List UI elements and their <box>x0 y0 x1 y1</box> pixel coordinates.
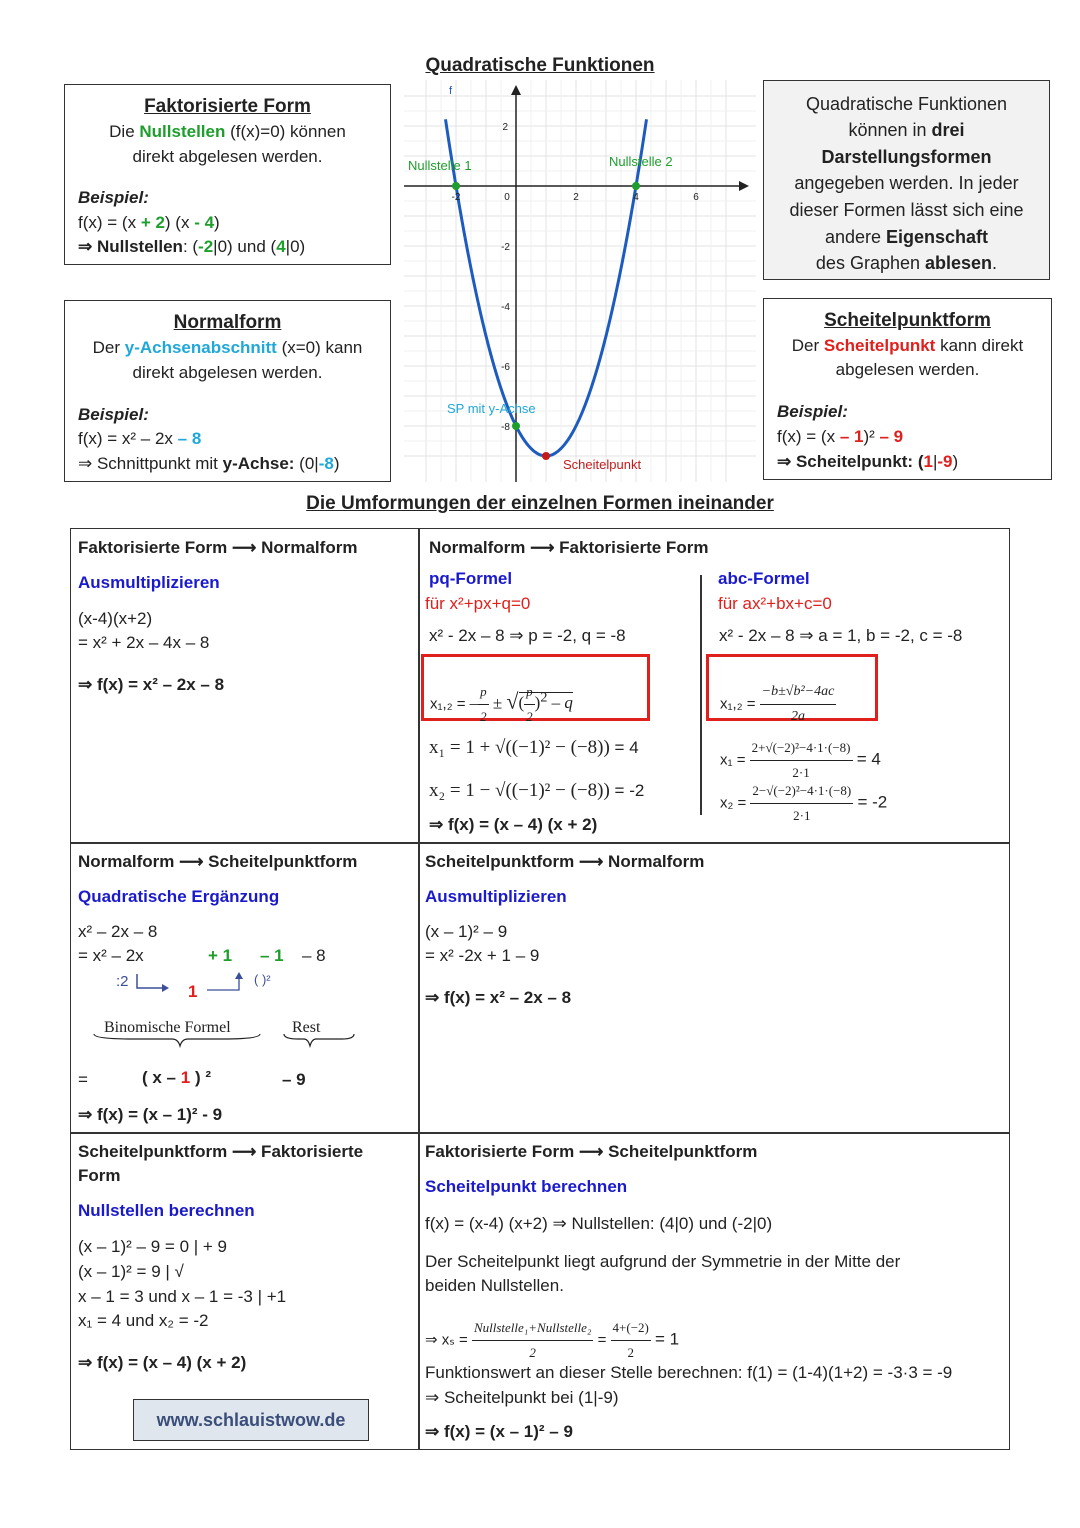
divide-two: :2 <box>116 973 129 990</box>
beispiel-label: Beispiel: <box>78 405 149 424</box>
normalform-example: f(x) = x² – 2x – 8 <box>78 429 202 448</box>
normalform-desc-2: direkt abgelesen werden. <box>132 363 323 382</box>
pq-formel-title: pq-Formel <box>429 569 513 588</box>
arrow-up-icon <box>205 972 247 994</box>
beispiel-label: Beispiel: <box>78 188 149 207</box>
cell4-heading: Scheitelpunktform ⟶ Normalform <box>425 852 705 871</box>
cell3-heading: Normalform ⟶ Scheitelpunktform <box>78 852 358 871</box>
intro-line-4: angegeben werden. In jeder <box>794 173 1019 193</box>
normalform-title: Normalform <box>173 312 282 333</box>
tick-x-4: 4 <box>633 192 639 203</box>
xs-formula: ⇒ xₛ = $\frac{\text{Nullstelle₁+Nullstelle₂}}{2}$ = $\frac{4+(-2)}{2}$ = 1 <box>425 1316 679 1365</box>
cell1-result: ⇒ f(x) = x² – 2x – 8 <box>78 675 225 694</box>
cell6-result: ⇒ f(x) = (x – 1)² – 9 <box>425 1422 573 1441</box>
abc-x2: x₂ = $\frac{\text{2−√(−2)²−4·1·(−8)}}{2\cdot 1}$ = -2 <box>720 779 887 828</box>
cell1-heading: Faktorisierte Form ⟶ Normalform <box>78 538 358 557</box>
cell4-step1: (x – 1)² – 9 <box>425 922 508 941</box>
cell5-step1: (x – 1)² – 9 = 0 | + 9 <box>78 1237 227 1256</box>
cell5-step4: x₁ = 4 und x₂ = -2 <box>78 1311 209 1330</box>
tick-x-2: 2 <box>573 192 579 203</box>
sp-y-achse-label: SP mit y-Achse <box>447 401 536 416</box>
rest-value: – 9 <box>282 1070 306 1089</box>
tick-x-neg2: -2 <box>451 192 461 203</box>
faktorisierte-form-title: Faktorisierte Form <box>144 96 311 117</box>
scheitelpunktform-example: f(x) = (x – 1)² – 9 <box>777 427 904 446</box>
intro-line-3: Darstellungsformen <box>821 147 992 167</box>
cell1-step2: = x² + 2x – 4x – 8 <box>78 633 210 652</box>
cell6-step3: beiden Nullstellen. <box>425 1276 564 1295</box>
intro-line-1: Quadratische Funktionen <box>805 94 1008 114</box>
equals-sign: = <box>78 1070 88 1089</box>
abc-x1: x₁ = $\frac{\text{2+√(−2)²−4·1·(−8)}}{2\cdot 1}$ = 4 <box>720 736 881 785</box>
binomial-term: ( x – 1 ) ² <box>142 1068 211 1087</box>
cell6-step1: f(x) = (x-4) (x+2) ⇒ Nullstellen: (4|0) und (-2|0) <box>425 1214 773 1233</box>
normalform-result: ⇒ Schnittpunkt mit y-Achse: (0|-8) <box>78 454 340 473</box>
minus-one: – 1 <box>260 946 284 965</box>
cell6-heading: Faktorisierte Form ⟶ Scheitelpunktform <box>425 1142 758 1161</box>
page-title: Quadratische Funktionen <box>425 55 655 76</box>
cell3-step1: x² – 2x – 8 <box>78 922 158 941</box>
cell5-method: Nullstellen berechnen <box>78 1201 255 1220</box>
cell6-method: Scheitelpunkt berechnen <box>425 1177 628 1196</box>
faktorisierte-example: f(x) = (x + 2) (x - 4) <box>78 213 220 232</box>
table-divider <box>418 528 420 1450</box>
faktorisierte-result: ⇒ Nullstellen: (-2|0) und (4|0) <box>78 237 306 256</box>
tick-y-2: 2 <box>502 122 508 133</box>
cell5-heading: Scheitelpunktform ⟶ Faktorisierte <box>78 1142 364 1161</box>
pq-abc-divider <box>700 575 702 815</box>
tick-x-0: 0 <box>504 192 510 203</box>
rest-label: Rest <box>292 1019 321 1036</box>
intro-line-7: des Graphen ablesen. <box>815 253 998 273</box>
abc-formula: x₁,₂ = $\frac{\text{−b±√b²−4ac}}{2a}$ <box>720 680 836 729</box>
nullstelle-2-label: Nullstelle 2 <box>609 154 673 169</box>
tick-y-neg6: -6 <box>501 362 510 373</box>
cell5-heading-2: Form <box>78 1166 121 1185</box>
intro-box <box>763 80 1050 280</box>
intro-line-6: andere Eigenschaft <box>824 227 989 247</box>
scheitelpunktform-title: Scheitelpunktform <box>824 310 991 331</box>
abc-params: x² - 2x – 8 ⇒ a = 1, b = -2, c = -8 <box>719 626 963 645</box>
section-title: Die Umformungen der einzelnen Formen ineinander <box>306 493 774 514</box>
cell3-step2: = x² – 2x <box>78 946 144 965</box>
function-label: f <box>449 85 453 97</box>
website-link[interactable]: www.schlauistwow.de <box>133 1399 369 1441</box>
scheitelpunktform-box <box>763 298 1052 480</box>
pq-formula: x₁,₂ = – $\frac{p}{2}$ ± √( $\frac{p}{2}$ )$^2$ – q <box>430 680 573 729</box>
cell6-step4: Funktionswert an dieser Stelle berechnen: f(1) = (1-4)(1+2) = -3·3 = -9 <box>425 1363 953 1382</box>
cell4-step2: = x² -2x + 1 – 9 <box>425 946 540 965</box>
cell5-step3: x – 1 = 3 und x – 1 = -3 | +1 <box>78 1287 287 1306</box>
tick-y-neg2: -2 <box>501 242 510 253</box>
pq-params: x² - 2x – 8 ⇒ p = -2, q = -8 <box>429 626 626 645</box>
cell5-result: ⇒ f(x) = (x – 4) (x + 2) <box>78 1353 247 1372</box>
cell4-result: ⇒ f(x) = x² – 2x – 8 <box>425 988 572 1007</box>
scheitelpunktform-desc: Der Scheitelpunkt kann direkt <box>791 336 1024 355</box>
table-divider <box>70 1132 1010 1134</box>
cell2-result: ⇒ f(x) = (x – 4) (x + 2) <box>429 815 598 834</box>
nullstelle-1-label: Nullstelle 1 <box>408 158 472 173</box>
normalform-desc: Der y-Achsenabschnitt (x=0) kann <box>92 338 363 357</box>
tick-y-neg4: -4 <box>501 302 510 313</box>
pq-x2: x₂ = 1 − √((−1)² − (−8)) = -2 <box>429 780 645 801</box>
brace-icon <box>92 1032 360 1048</box>
pq-formel-for: für x²+px+q=0 <box>425 594 531 613</box>
abc-formel-for: für ax²+bx+c=0 <box>718 594 832 613</box>
intro-line-2: können in drei <box>848 120 965 140</box>
cell4-method: Ausmultiplizieren <box>425 887 567 906</box>
intro-line-5: dieser Formen lässt sich eine <box>789 200 1024 220</box>
cell5-step2: (x – 1)² = 9 | √ <box>78 1262 184 1281</box>
tick-x-6: 6 <box>693 192 699 203</box>
half-coefficient: 1 <box>188 982 198 1001</box>
cell3-result: ⇒ f(x) = (x – 1)² - 9 <box>78 1105 223 1124</box>
normalform-box <box>64 300 391 482</box>
scheitelpunktform-result: ⇒ Scheitelpunkt: (1|-9) <box>777 452 959 471</box>
cell6-step5: ⇒ Scheitelpunkt bei (1|-9) <box>425 1388 619 1407</box>
cell2-heading: Normalform ⟶ Faktorisierte Form <box>429 538 709 557</box>
minus-eight: – 8 <box>302 946 326 965</box>
abc-formel-title: abc-Formel <box>718 569 810 588</box>
scheitelpunkt-label: Scheitelpunkt <box>563 457 642 472</box>
cell1-method: Ausmultiplizieren <box>78 573 220 592</box>
arrow-icon <box>135 972 171 994</box>
table-divider <box>70 842 1010 844</box>
faktorisierte-form-box <box>64 84 391 265</box>
cell3-method: Quadratische Ergänzung <box>78 887 280 906</box>
beispiel-label: Beispiel: <box>777 402 848 421</box>
scheitelpunktform-desc-2: abgelesen werden. <box>835 360 980 379</box>
square-label: ( )² <box>254 972 271 987</box>
faktorisierte-form-desc: Die Nullstellen (f(x)=0) können <box>109 122 346 141</box>
plus-one: + 1 <box>208 946 233 965</box>
cell1-step1: (x-4)(x+2) <box>78 609 153 628</box>
binomische-formel-label: Binomische Formel <box>104 1019 231 1036</box>
cell6-step2: Der Scheitelpunkt liegt aufgrund der Symmetrie in der Mitte der <box>425 1252 901 1271</box>
faktorisierte-form-desc-2: direkt abgelesen werden. <box>132 147 323 166</box>
tick-y-neg8: -8 <box>501 422 510 433</box>
pq-x1: x₁ = 1 + √((−1)² − (−8)) = 4 <box>429 737 639 758</box>
parabola-graph <box>404 80 756 482</box>
